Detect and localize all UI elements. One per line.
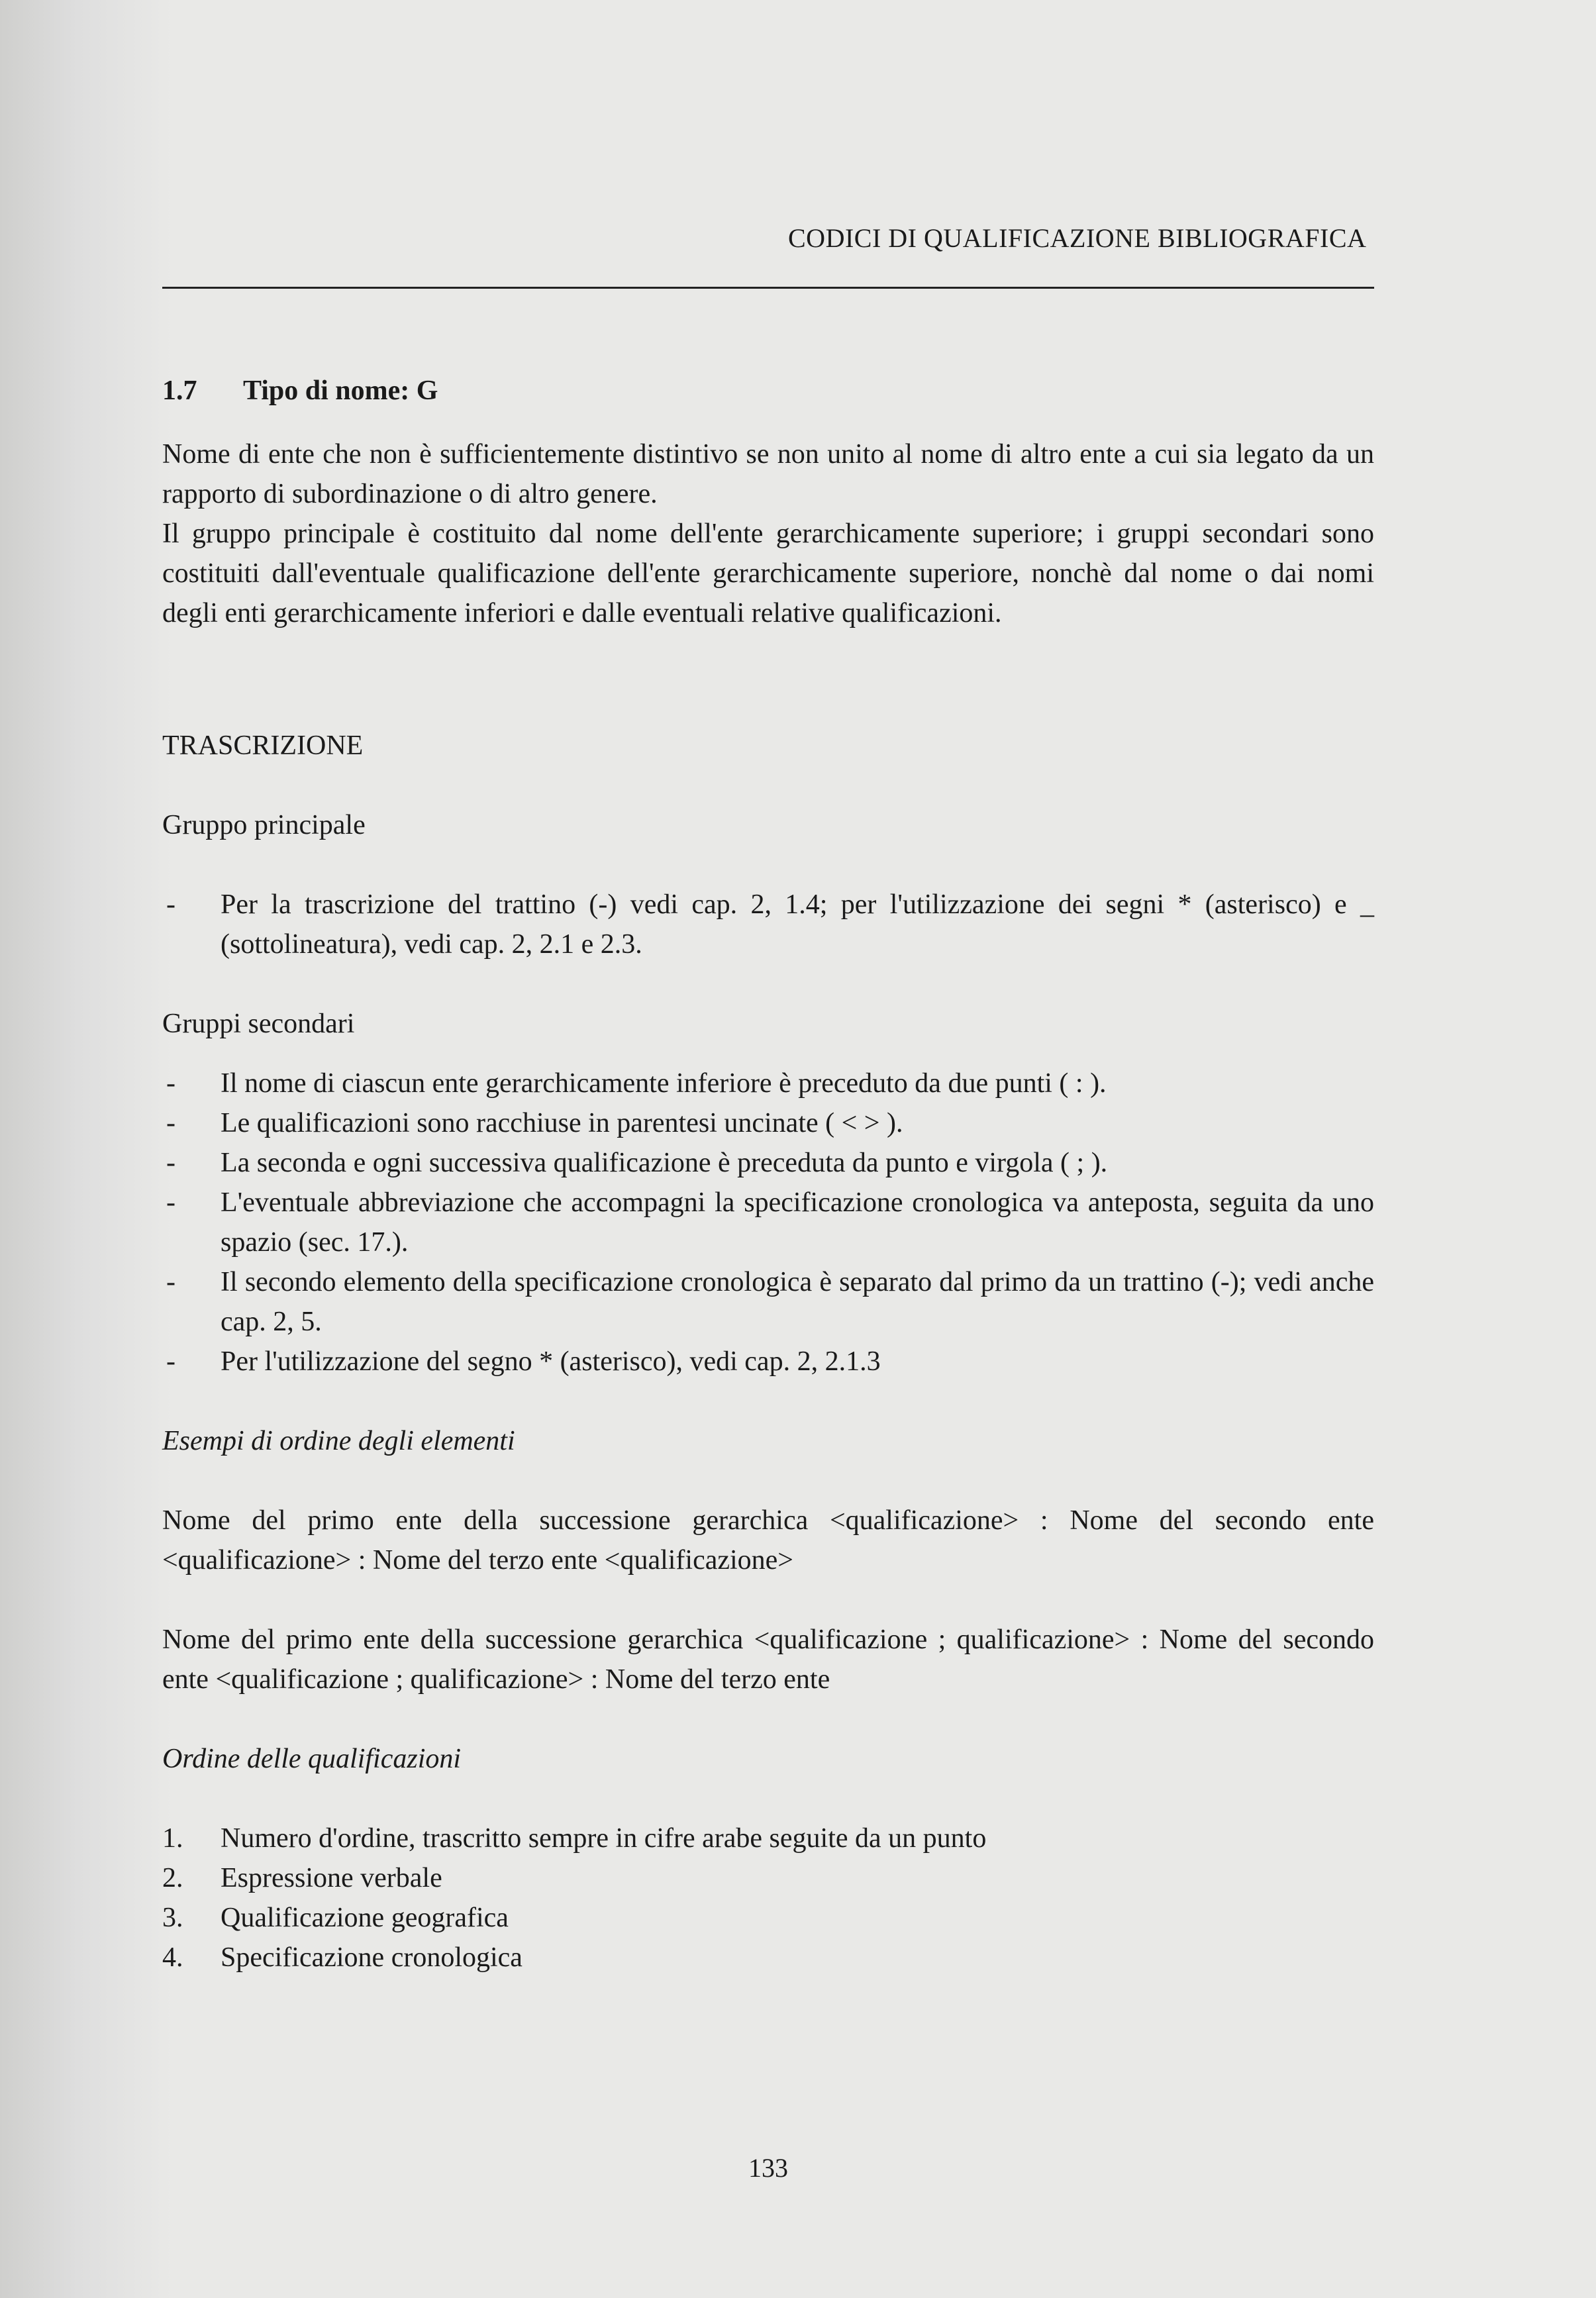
list-item: - Per l'utilizzazione del segno * (asterisco), vedi cap. 2, 2.1.3	[162, 1342, 1374, 1381]
page-content	[162, 371, 1374, 1977]
gruppo-principale-list	[162, 885, 1374, 964]
section-heading	[162, 371, 1374, 411]
list-item: 4. Specificazione cronologica	[162, 1942, 523, 1973]
gruppi-secondari-list	[162, 1064, 1374, 1381]
running-header: CODICI DI QUALIFICAZIONE BIBLIOGRAFICA	[788, 223, 1367, 253]
list-item: - Le qualificazioni sono racchiuse in parentesi uncinate ( < > ).	[162, 1103, 1374, 1143]
ordine-list	[162, 1819, 1374, 1977]
gruppi-secondari-label: Gruppi secondari	[162, 1009, 355, 1039]
header-rule	[162, 287, 1374, 289]
section-number: 1.7	[162, 375, 197, 406]
example-2: Nome del primo ente della successione gerarchica <qualificazione ; qualificazione> : Nome del secondo ente <qualificazione ; qualificazione> : Nome del terzo ente	[162, 1624, 1374, 1695]
list-item: 1. Numero d'ordine, trascritto sempre in cifre arabe seguite da un punto	[162, 1823, 987, 1854]
example-1: Nome del primo ente della successione gerarchica <qualificazione> : Nome del secondo ente <qualificazione> : Nome del terzo ente <qualificazione>	[162, 1505, 1374, 1575]
list-item: - Il nome di ciascun ente gerarchicamente inferiore è preceduto da due punti ( : ).	[162, 1064, 1374, 1103]
esempi-heading: Esempi di ordine degli elementi	[162, 1426, 515, 1456]
list-item: 2. Espressione verbale	[162, 1863, 442, 1893]
list-item: - Per la trascrizione del trattino (-) vedi cap. 2, 1.4; per l'utilizzazione dei segni * (asterisco) e _ (sottolineatura), vedi cap. 2, 2.1 e 2.3.	[162, 885, 1374, 964]
ordine-heading: Ordine delle qualificazioni	[162, 1744, 462, 1774]
list-item: - La seconda e ogni successiva qualificazione è preceduta da punto e virgola ( ; ).	[162, 1143, 1374, 1183]
section-title: Tipo di nome: G	[243, 375, 438, 406]
intro-paragraph-1: Nome di ente che non è sufficientemente distintivo se non unito al nome di altro ente a cui sia legato da un rapporto di subordinazione o di altro genere.	[162, 439, 1374, 509]
list-item: - Il secondo elemento della specificazione cronologica è separato dal primo da un trattino (-); vedi anche cap. 2, 5.	[162, 1262, 1374, 1342]
list-item: 3. Qualificazione geografica	[162, 1903, 509, 1933]
page-number: 133	[748, 2153, 788, 2183]
intro-paragraph-2: Il gruppo principale è costituito dal nome dell'ente gerarchicamente superiore; i gruppi secondari sono costituiti dall'eventuale qualificazione dell'ente gerarchicamente superiore, nonchè dal nome o dai nomi degli enti gerarchicamente inferiori e dalle eventuali relative qualificazioni.	[162, 519, 1374, 628]
trascrizione-heading: TRASCRIZIONE	[162, 730, 364, 761]
gruppo-principale-label: Gruppo principale	[162, 810, 366, 840]
list-item: - L'eventuale abbreviazione che accompagni la specificazione cronologica va anteposta, seguita da uno spazio (sec. 17.).	[162, 1183, 1374, 1262]
